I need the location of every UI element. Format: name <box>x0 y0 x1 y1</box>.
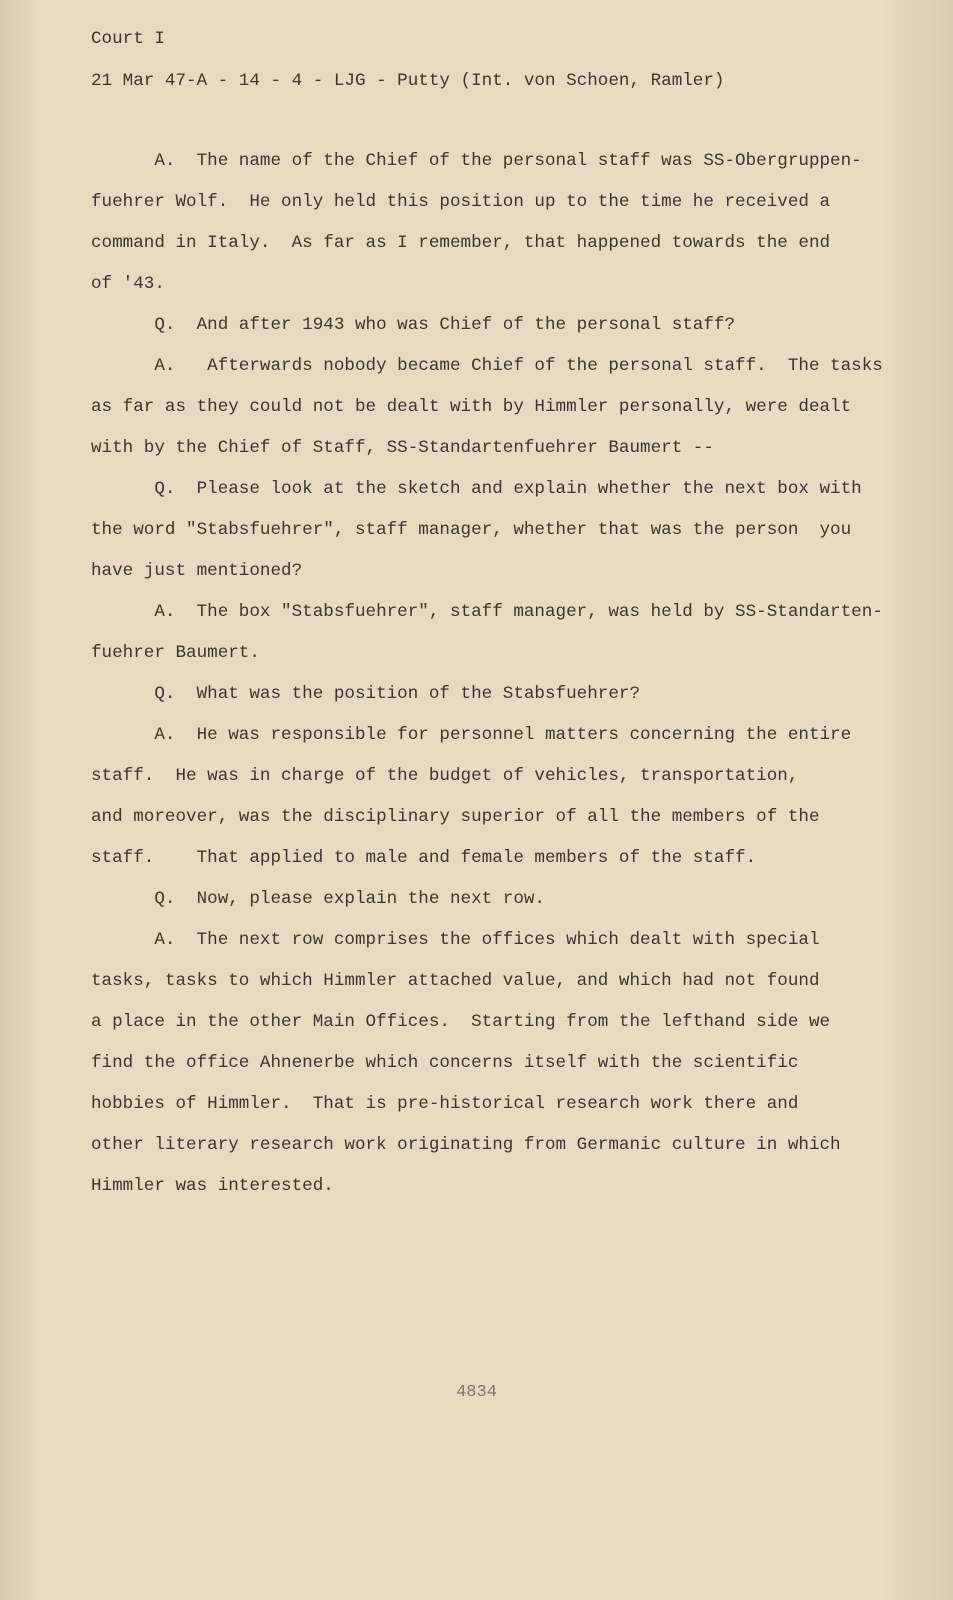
transcript-line: staff. He was in charge of the budget of vehicles, transportation, <box>91 766 799 786</box>
transcript-line: A. He was responsible for personnel matters concerning the entire <box>91 725 852 745</box>
transcript-line: fuehrer Baumert. <box>91 643 260 663</box>
transcript-line: command in Italy. As far as I remember, that happened towards the end <box>91 233 831 253</box>
transcript-line: staff. That applied to male and female members of the staff. <box>91 848 757 868</box>
transcript-line: hobbies of Himmler. That is pre-historical research work there and <box>91 1094 799 1114</box>
transcript-line: with by the Chief of Staff, SS-Standartenfuehrer Baumert -- <box>91 438 714 458</box>
page-number: 4834 <box>456 1383 497 1402</box>
transcript-line: A. The box "Stabsfuehrer", staff manager, was held by SS-Standarten- <box>91 602 883 622</box>
court-label: Court I <box>91 29 165 49</box>
transcript-line: tasks, tasks to which Himmler attached value, and which had not found <box>91 971 820 991</box>
transcript-line: and moreover, was the disciplinary superior of all the members of the <box>91 807 820 827</box>
transcript-line: have just mentioned? <box>91 561 303 581</box>
transcript-line: Q. Please look at the sketch and explain whether the next box with <box>91 479 862 499</box>
transcript-line: of '43. <box>91 274 165 294</box>
transcript-line: A. Afterwards nobody became Chief of the personal staff. The tasks <box>91 356 883 376</box>
transcript-line: other literary research work originating from Germanic culture in which <box>91 1135 841 1155</box>
transcript-line: as far as they could not be dealt with by Himmler personally, were dealt <box>91 397 852 417</box>
transcript-line: a place in the other Main Offices. Starting from the lefthand side we <box>91 1012 831 1032</box>
transcript-line: Q. Now, please explain the next row. <box>91 889 545 909</box>
transcript-line: A. The name of the Chief of the personal staff was SS-Obergruppen- <box>91 151 862 171</box>
transcript-line: find the office Ahnenerbe which concerns itself with the scientific <box>91 1053 799 1073</box>
transcript-line: Himmler was interested. <box>91 1176 334 1196</box>
transcript-line: fuehrer Wolf. He only held this position up to the time he received a <box>91 192 831 212</box>
transcript-line: Q. What was the position of the Stabsfuehrer? <box>91 684 641 704</box>
transcript-line: A. The next row comprises the offices which dealt with special <box>91 930 820 950</box>
transcript-line: the word "Stabsfuehrer", staff manager, whether that was the person you <box>91 520 852 540</box>
transcript-line: Q. And after 1943 who was Chief of the personal staff? <box>91 315 736 335</box>
session-reference: 21 Mar 47-A - 14 - 4 - LJG - Putty (Int. von Schoen, Ramler) <box>91 71 725 91</box>
